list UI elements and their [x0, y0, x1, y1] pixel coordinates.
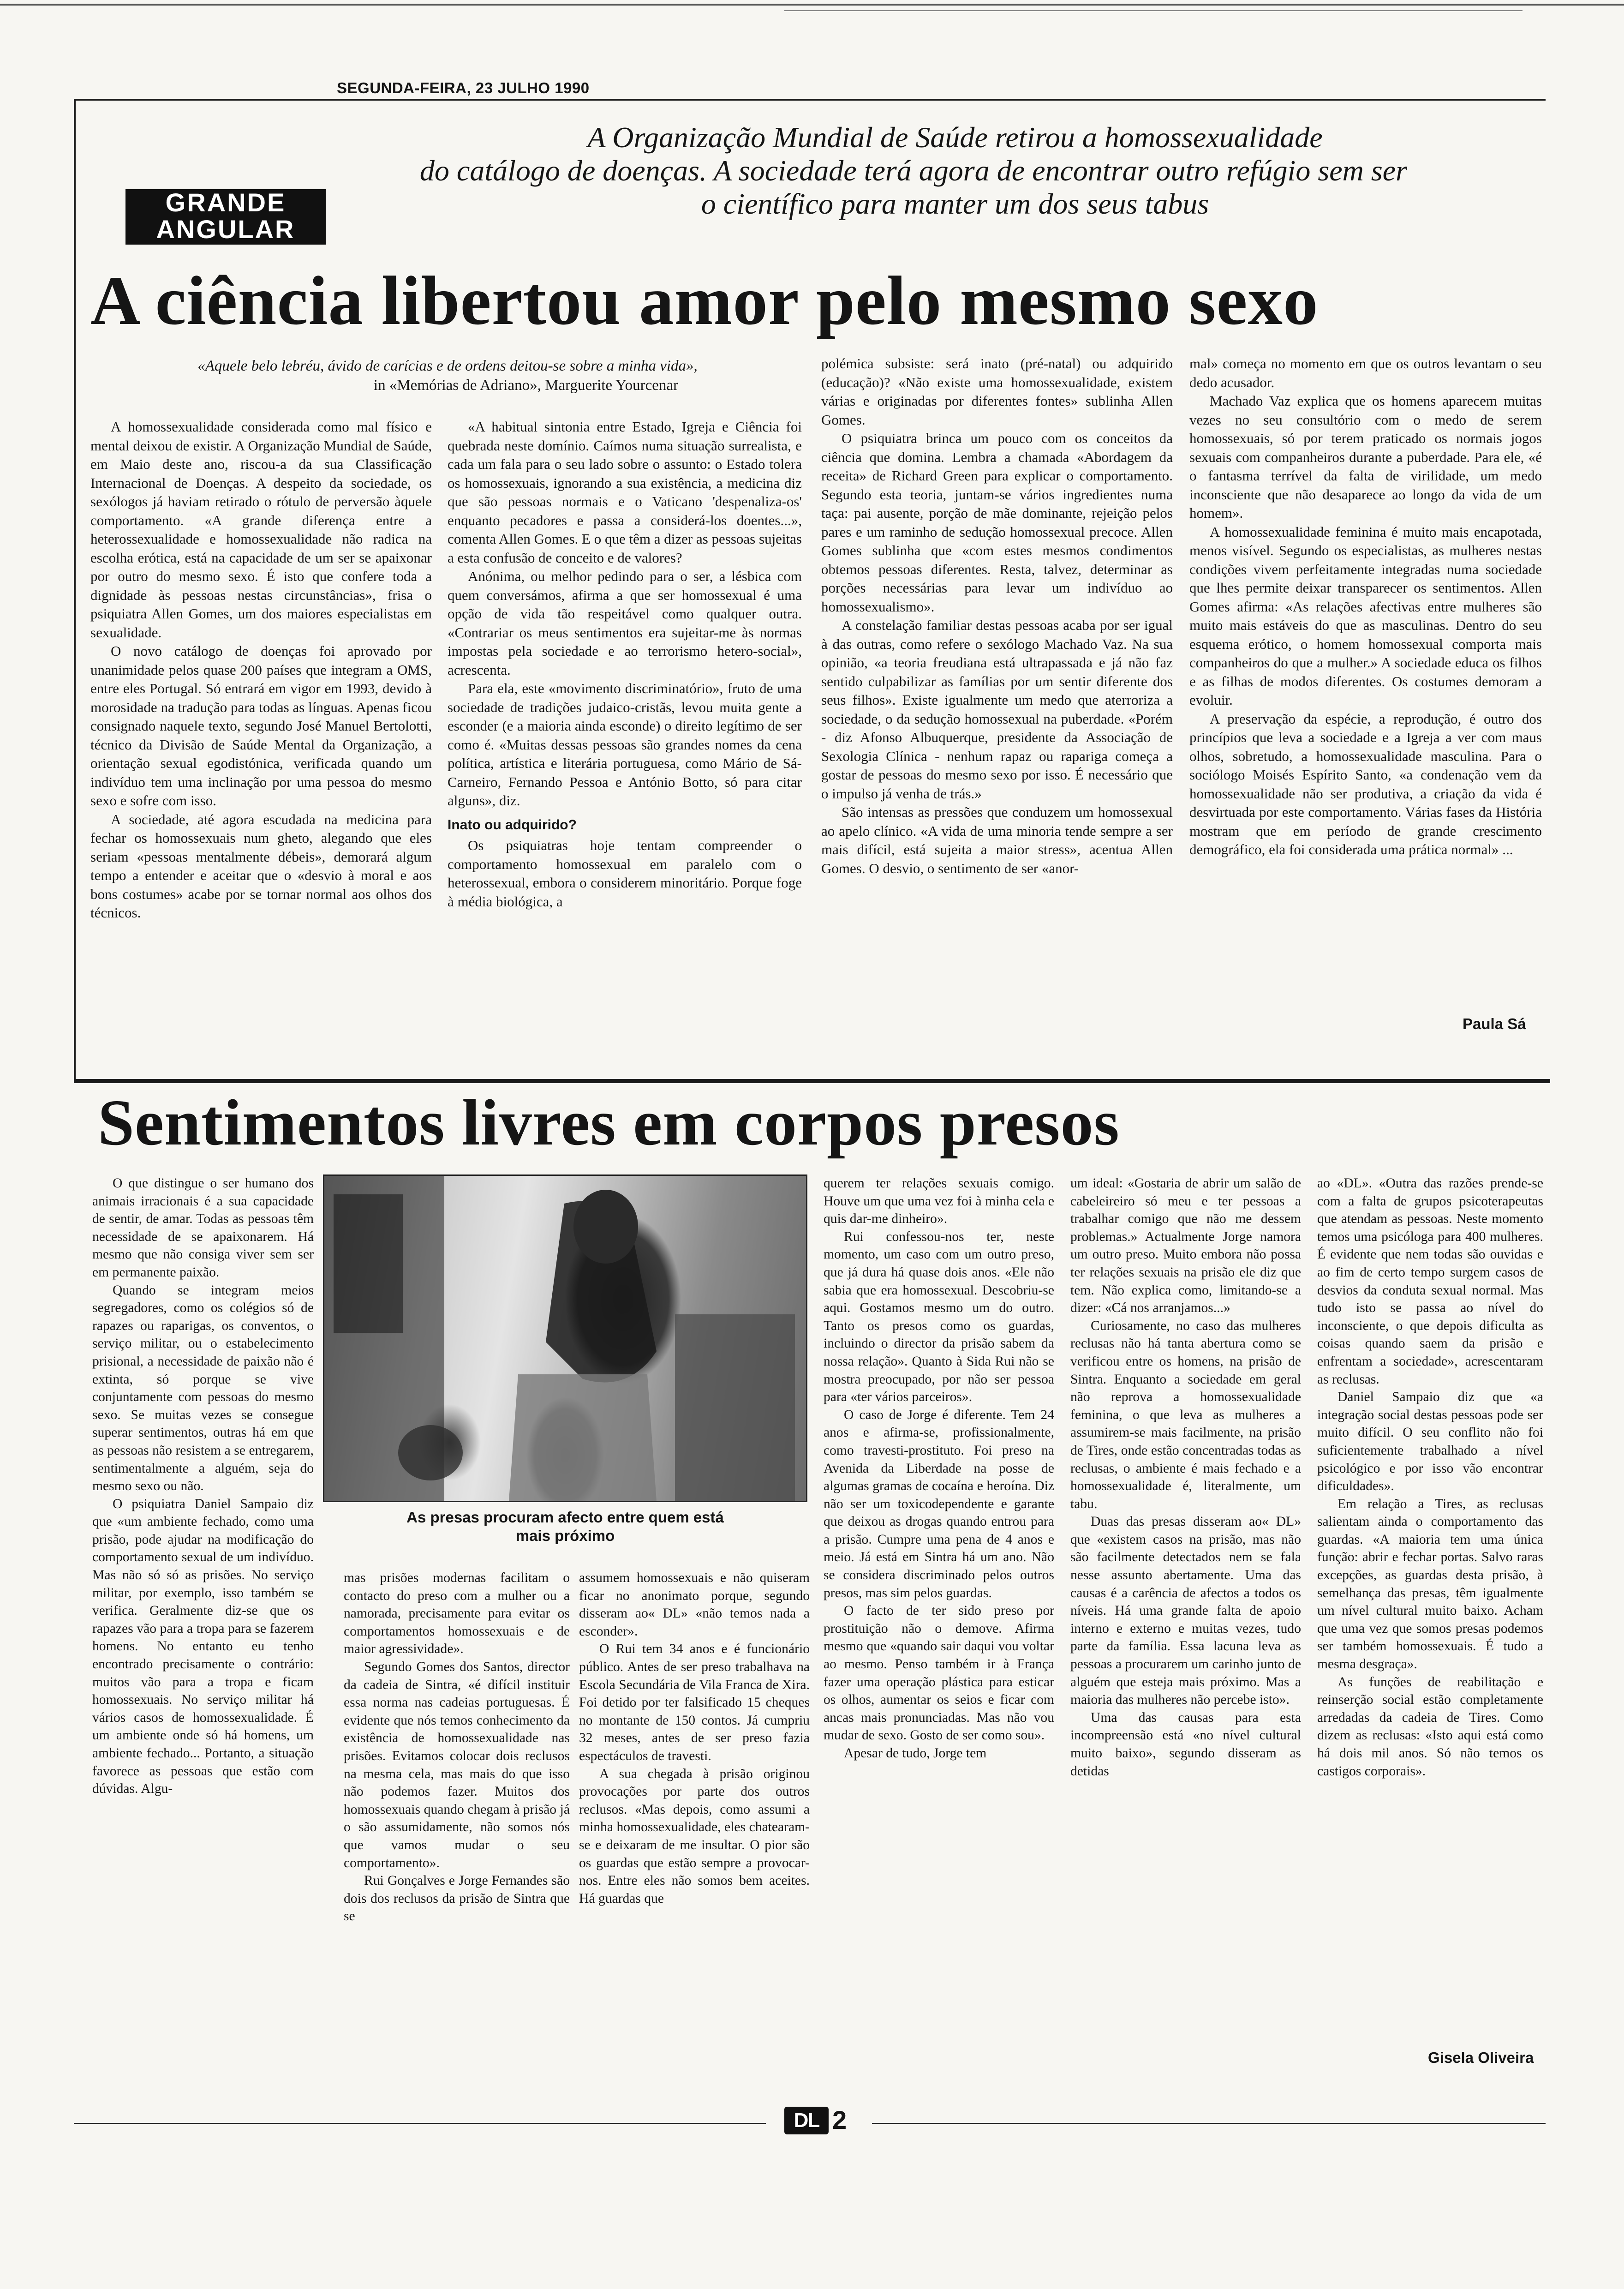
dateline-rule — [74, 99, 1546, 101]
paragraph: Segundo Gomes dos Santos, director da cadeia de Sintra, «é difícil instituir essa norma nas cadeias portuguesas. É evidente que nós temos conhecimento da existência de homossexualidade nas prisões. Evitamos colocar dois reclusos na mesma cela, mas mais do que isso não podemos fazer. Muitos dos homossexuais quando chegam à prisão já o são assumidamente, não somos nós que vamos mudar o seu comportamento». — [344, 1659, 570, 1870]
story-separator — [74, 1079, 1550, 1083]
paragraph: Apesar de tudo, Jorge tem — [844, 1746, 987, 1761]
photo-caption-line2: mais próximo — [515, 1527, 615, 1544]
paragraph: Rui confessou-nos ter, neste momento, um caso com um outro preso, que já dura há quase dois anos. «Ele não sabia que era homossexual. Descobriu-se aqui. Gostamos mesmo um do outro. Tanto os presos como os guardas, incluindo o director da prisão sabem da nossa relação». Quanto à Sida Rui não se mostra preocupado, por não ser pessoa para «ter vários parceiros». — [824, 1229, 1054, 1405]
paragraph: A sua chegada à prisão originou provocações por parte dos outros reclusos. «Mas depois, como assumi a minha homossexualidade, eles chatearam-se e deixaram de me insultar. O pior são os guardas que estão sempre a provocar-nos. Entre eles não somos bem aceites. Há guardas que — [579, 1766, 810, 1906]
paragraph: O psiquiatra Daniel Sampaio diz que «um ambiente fechado, como uma prisão, pode ajudar na modificação do comportamento sexual de um indivíduo. Mas não só só as prisões. No serviço militar, por exemplo, isso também se verifica. Geralmente diz-se que os rapazes vão para a tropa para se fazerem homens. No entanto eu tenho encontrado precisamente o contrário: muitos vão para a tropa e ficam homossexuais. No serviço militar há vários casos de homossexualidade. É um ambiente onde só há homens, um ambiente fechado... Portanto, a situação favorece as pessoas que estão com dúvidas. Algu- — [92, 1496, 314, 1797]
footer-rule-right — [872, 2123, 1546, 2124]
paragraph: Para ela, este «movimento discriminatório», fruto de uma sociedade de tradições judaico-cristãs, levou muita gente a esconder (e a maioria ainda esconde) o direito legítimo de ser como é. «Muitas dessas pessoas são grandes nomes da cena política, artística e literária portuguesa, como Mário de Sá-Carneiro, Fernando Pessoa e António Botto, só para citar alguns», diz. — [448, 680, 802, 809]
paragraph: assumem homossexuais e não quiseram ficar no anonimato porque, segundo disseram ao« DL» «não temos nada a esconder». — [579, 1570, 810, 1639]
story2-column-2 — [344, 1569, 570, 2114]
paragraph: Em relação a Tires, as reclusas salientam ainda o comportamento das guardas. «A maioria tem uma única função: abrir e fechar portas. Salvo raras excepções, as guardas desta prisão, à semelhança das presas, têm igualmente um nível cultural muito baixo. Acham que uma vez que somos presas podemos ser também homossexuais. É tudo a mesma desgraça». — [1317, 1496, 1543, 1672]
paragraph: «A habitual sintonia entre Estado, Igreja e Ciência foi quebrada neste domínio. Caímos numa situação surrealista, e cada um fala para o seu lado sobre o assunto: o Estado tolera os homossexuais, ignorando a sua existência, a medicina diz que são pessoas normais e o Vaticano 'despenaliza-os' enquanto pecadores e passa a considerá-los doentes...», comenta Allen Gomes. E o que têm a dizer as pessoas sujeitas a esta confusão de conceito e de valores? — [448, 419, 802, 566]
story2-byline: Gisela Oliveira — [1428, 2049, 1534, 2066]
paragraph: O psiquiatra brinca um pouco com os conceitos da ciência que domina. Lembra a chamada «Abordagem da receita» de Richard Green para explicar o comportamento. Segundo esta teoria, juntam-se vários ingredientes numa taça: pai ausente, porção de mãe dominante, rejeição pelos pares e um raminho de sedução homossexual precoce. Allen Gomes sublinha que «com estes mesmos condimentos obtemos pessoas diferentes. Resta, talvez, determinar as porções necessárias para levar um indivíduo ao homossexualismo». — [821, 430, 1173, 615]
paragraph: A sociedade, até agora escudada na medicina para fechar os homossexuais num gheto, alegando que eles seriam «pessoas mentalmente débeis», demorará algum tempo a entender e aceitar que o «desvio à moral e aos bons costumes» acabe por se tornar normal aos olhos dos técnicos. — [90, 811, 432, 921]
story2-column-6 — [1317, 1174, 1543, 2065]
epigraph — [106, 356, 789, 395]
standfirst — [341, 121, 1486, 221]
paragraph: A homossexualidade considerada como mal físico e mental deixou de existir. A Organização Mundial de Saúde, em Maio deste ano, riscou-a da sua Classificação Internacional de Doenças. A despeito da sociedade, os sexólogos já haviam retirado o rótulo de perversão àquele comportamento. «A grande diferença entre a heterossexualidade e homossexualidade não radica na escolha erótica, está na capacidade de um ser se apaixonar por outro do mesmo sexo. É isto que confere toda a dignidade às pessoas nestas circunstâncias», frisa o psiquiatra Allen Gomes, um dos maiores especialistas em sexualidade. — [90, 419, 432, 641]
dl-logo: DL — [784, 2107, 829, 2134]
story2-column-1 — [92, 1174, 314, 2111]
paragraph: um ideal: «Gostaria de abrir um salão de cabeleireiro só meu e ter pessoas a trabalhar comigo que não me dessem problemas.» Actualmente Jorge namora um outro preso. Muito embora não possa ter relações sexuais na prisão ele diz que tem. Não explica como, limitando-se a dizer: «Cá nos arranjamos...» — [1070, 1176, 1301, 1316]
subhead: Inato ou adquirido? — [448, 817, 577, 833]
epigraph-quote: «Aquele belo lebréu, ávido de carícias e de ordens deitou-se sobre a minha vida», — [197, 358, 698, 374]
footer-rule-left — [74, 2123, 766, 2124]
section-stamp-line2: ANGULAR — [156, 215, 295, 244]
paragraph: Quando se integram meios segregadores, como os colégios só de rapazes ou raparigas, os conventos, o serviço militar, ou o estabelecimento prisional, a necessidade de paixão não é extinta, só porque se vive conjuntamente com pessoas do mesmo sexo. Se muitas vezes se consegue superar sentimentos, outras há em que as pessoas não resistem a se entregarem, sentimentalmente a alguém, seja do mesmo sexo ou não. — [92, 1282, 314, 1494]
paragraph: mas prisões modernas facilitam o contacto do preso com a mulher ou a namorada, precisamente para evitar os comportamentos homossexuais e de maior agressividade». — [344, 1570, 570, 1657]
dateline: SEGUNDA-FEIRA, 23 JULHO 1990 — [337, 79, 590, 96]
paragraph: O que distingue o ser humano dos animais irracionais é a sua capacidade de sentir, de amar. Todas as pessoas têm necessidade de se apaixonarem. Há mesmo que não consiga viver sem ser em permanente paixão. — [92, 1176, 314, 1280]
story1-column-4 — [1189, 354, 1542, 1010]
paragraph: O facto de ter sido preso por prostituição não o demove. Afirma mesmo que «quando sair daqui vou voltar ao mesmo. Penso também ir à França fazer uma operação plástica para esticar os olhos, aumentar os seios e ficar com ancas mais pronunciadas. Mas não vou mudar de sexo. Gosto de ser como sou». — [824, 1603, 1054, 1743]
paragraph: Machado Vaz explica que os homens aparecem muitas vezes no seu consultório com o medo de serem homossexuais, só por terem praticado os normais jogos sexuais com companheiros durante a puberdade. Para ele, «é o fantasma terrível da falta de virilidade, um medo inconsciente que não desaparece ao longo da vida de um homem». — [1189, 393, 1542, 521]
story1-byline: Paula Sá — [1463, 1015, 1526, 1032]
paragraph: O novo catálogo de doenças foi aprovado por unanimidade pelos quase 200 países que integram a OMS, entre eles Portugal. Só entrará em vigor em 1993, devido à morosidade na tradução para todas as línguas. Apenas ficou consignado naquele texto, segundo José Manuel Bertolotti, técnico da Divisão de Saúde Mental da Organização, a orientação sexual egodistónica, verificada quando um indivíduo tem uma inclinação por uma pessoa do mesmo sexo e sofre com isso. — [90, 643, 432, 809]
paragraph: Daniel Sampaio diz que «a integração social destas pessoas pode ser muito difícil. O seu conflito não foi suficientemente trabalhado a nível psicológico e por isso vão encontrar dificuldades». — [1317, 1390, 1543, 1494]
story1-column-2 — [448, 418, 802, 1064]
paragraph: Rui Gonçalves e Jorge Fernandes são dois dos reclusos da prisão de Sintra que se — [344, 1873, 570, 1924]
story2-column-4 — [824, 1174, 1054, 2114]
top-page-rule-thin — [784, 10, 1522, 11]
photo-caption-line1: As presas procuram afecto entre quem está — [406, 1509, 724, 1526]
section-stamp-line1: GRANDE — [165, 188, 286, 217]
story1-headline: A ciência libertou amor pelo mesmo sexo — [90, 262, 1319, 339]
standfirst-line1: A Organização Mundial de Saúde retirou a homossexualidade — [587, 121, 1323, 154]
photo-caption — [323, 1508, 807, 1545]
paragraph: O caso de Jorge é diferente. Tem 24 anos e afirma-se, profissionalmente, como travesti-prostituto. Foi preso na Avenida da Liberdade na posse de algumas gramas de cocaína e heroína. Diz não ser um toxicodependente e garante que deixou as drogas quando entrou para a prisão. Cumpre uma pena de 4 anos e meio. Já está em Sintra há um ano. Não se considera discriminado pelos outros presos, mas sim pelos guardas. — [824, 1407, 1054, 1600]
story2-headline: Sentimentos livres em corpos presos — [98, 1086, 1120, 1159]
epigraph-source: in «Memórias de Adriano», Marguerite Yourcenar — [373, 377, 679, 394]
paragraph: São intensas as pressões que conduzem um homossexual ao apelo clínico. «A vida de uma minoria tende sempre a ser mais difícil, está sujeita a maior stress», acentua Allen Gomes. O desvio, o sentimento de ser «anor- — [821, 804, 1173, 876]
paragraph: As funções de reabilitação e reinserção social estão completamente arredadas da cadeia de Tires. Como dizem as reclusas: «Isto aqui está como há dois mil anos. Só não temos os castigos corporais». — [1317, 1674, 1543, 1779]
paragraph: polémica subsiste: será inato (pré-natal) ou adquirido (educação)? «Não existe uma homossexualidade, existem várias e originadas por diferentes fontes» sublinha Allen Gomes. — [821, 355, 1173, 428]
paragraph: Os psiquiatras hoje tentam compreender o comportamento homossexual em paralelo com o heterossexual, embora o considerem minoritário. Porque foge à média biológica, a — [448, 837, 802, 910]
story1-frame-left — [74, 99, 76, 1079]
story2-column-3 — [579, 1569, 810, 2114]
paragraph: Curiosamente, no caso das mulheres reclusas não há tanta abertura como se verificou entre os homens, na prisão de Sintra. Enquanto a sociedade em geral não reprova a homossexualidade feminina, o que leva as mulheres a assumirem-se mais facilmente, na prisão de Tires, onde estão concentradas todas as reclusas, o ambiente é mais fechado e a homossexualidade é, literalmente, um tabu. — [1070, 1318, 1301, 1511]
standfirst-line2: do catálogo de doenças. A sociedade terá agora de encontrar outro refúgio sem ser — [419, 154, 1408, 187]
paragraph: querem ter relações sexuais comigo. Houve um que uma vez foi à minha cela e quis dar-me dinheiro». — [824, 1176, 1054, 1227]
standfirst-line3: o científico para manter um dos seus tabus — [701, 187, 1209, 220]
paragraph: ao «DL». «Outra das razões prende-se com a falta de grupos psicoterapeutas que atendam as pessoas. Neste momento temos uma psicóloga para 400 mulheres. É evidente que nem todas são ouvidas e ao fim de certo tempo surgem casos de desvios da conduta sexual normal. Mas tudo isto se passa ao nível do inconsciente, o que depois dificulta as coisas quando saem da prisão e enfrentam a sociedade», acrescentaram as reclusas. — [1317, 1176, 1543, 1387]
paragraph: A preservação da espécie, a reprodução, é outro dos princípios que leva a sociedade e a Igreja a ver com maus olhos, sobretudo, a homossexualidade masculina. Para o sociólogo Moisés Espírito Santo, «a condenação vem da homossexualidade não ser produtiva, a criação da vida é desvirtuada por este comportamento. Várias fases da História mostram que em período de grande crescimento demográfico, ela foi considerada uma prática normal» ... — [1189, 710, 1542, 857]
section-stamp — [125, 189, 326, 245]
page-number: 2 — [832, 2105, 847, 2134]
paragraph: Uma das causas para esta incompreensão está «no nível cultural muito baixo», segundo disseram as detidas — [1070, 1710, 1301, 1779]
story1-column-3 — [821, 354, 1173, 1065]
paragraph: O Rui tem 34 anos e é funcionário público. Antes de ser preso trabalhava na Escola Secundária de Vila Franca de Xira. Foi detido por ter falsificado 15 cheques no montante de 150 contos. Já cumpriu 32 meses, antes de ser preso fazia espectáculos de travesti. — [579, 1642, 810, 1763]
paragraph: A homossexualidade feminina é muito mais encapotada, menos visível. Segundo os especialistas, as mulheres nestas condições vivem perfeitamente integradas numa sociedade que lhes permite deixar transparecer os sentimentos. Allen Gomes afirma: «As relações afectivas entre mulheres são muito mais estáveis do que as masculinas. Dentro do seu esquema erótico, o homem homossexual comporta mais companheiros do que a mulher.» A sociedade educa os filhos e as filhas de modos diferentes. Os costumes demoram a evoluir. — [1189, 523, 1542, 708]
photo-shading — [324, 1176, 806, 1501]
paragraph: A constelação familiar destas pessoas acaba por ser igual à das outras, como refere o sexólogo Machado Vaz. Na sua opinião, «a teoria freudiana está ultrapassada e já não faz sentido culpabilizar as famílias por um sentir diferente dos seus filhos». Existe igualmente um medo que aterroriza a sociedade, o da sedução homossexual na puberdade. «Porém - diz Afonso Albuquerque, presidente da Associação de Sexologia Clínica - nenhum rapaz ou rapariga começa a gostar de pessoas do mesmo sexo por isso. É necessário que o impulso já venha de trás.» — [821, 617, 1173, 802]
paragraph: Duas das presas disseram ao« DL» que «existem casos na prisão, mas não são facilmente detectados nem se fala nesse assunto abertamente. Uma das causas é a carência de afectos a todos os níveis. Há uma grande falta de apoio interno e externo e muitas vezes, tudo parte da família. Essa lacuna leva as pessoas a procurarem um carinho junto de alguém que esteja mais próximo. Mas a maioria das mulheres não percebe isto». — [1070, 1514, 1301, 1708]
paragraph: Anónima, ou melhor pedindo para o ser, a lésbica com quem conversámos, afirma a que ser homossexual é uma opção de vida tão respeitável como qualquer outra. «Contrariar os meus sentimentos era sujeitar-me às normas impostas pela sociedade e ao terrorismo hetero-social», acrescenta. — [448, 568, 802, 678]
story2-column-5 — [1070, 1174, 1301, 2114]
story1-column-1 — [90, 418, 432, 1045]
top-page-rule — [0, 4, 1624, 6]
photo-prisoners — [323, 1174, 807, 1502]
paragraph: mal» começa no momento em que os outros levantam o seu dedo acusador. — [1189, 355, 1542, 390]
